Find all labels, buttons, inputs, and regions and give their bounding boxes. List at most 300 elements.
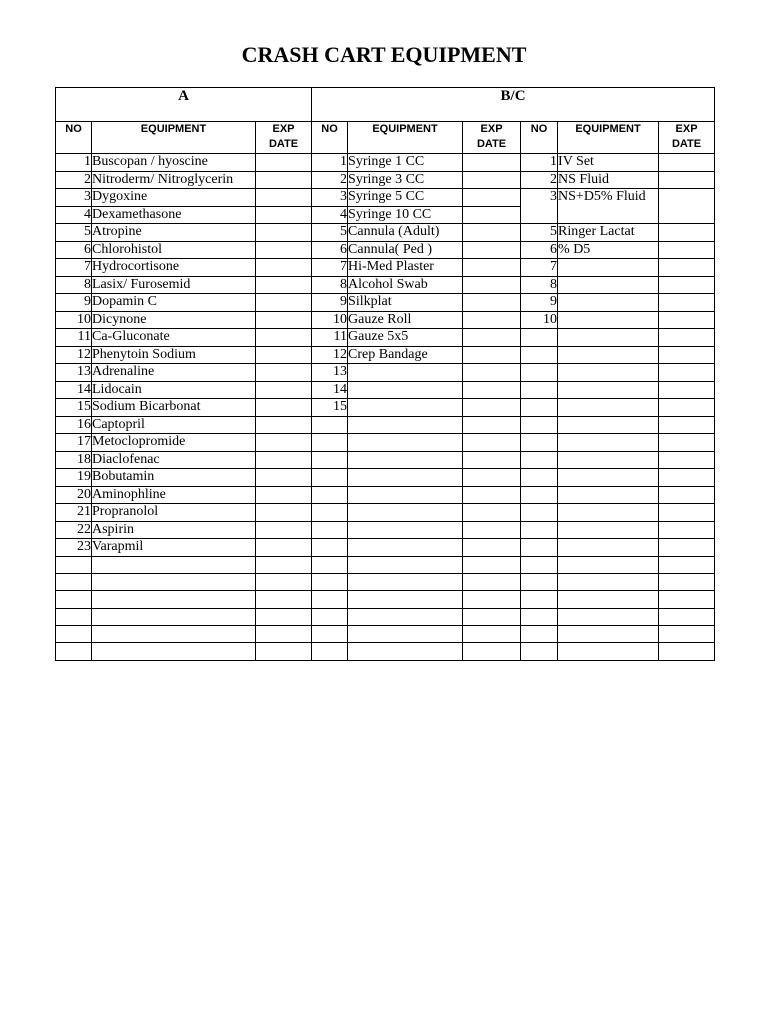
exp-date-cell-c bbox=[659, 486, 715, 504]
item-name-b bbox=[348, 381, 463, 399]
exp-date-cell-a bbox=[256, 608, 312, 625]
item-name-b bbox=[348, 451, 463, 469]
exp-date-cell-b bbox=[463, 521, 521, 539]
item-number-c: 2 bbox=[521, 171, 558, 189]
exp-date-cell-c bbox=[659, 364, 715, 382]
exp-date-cell-c bbox=[659, 294, 715, 312]
exp-date-cell-b bbox=[463, 451, 521, 469]
exp-date-cell-a bbox=[256, 486, 312, 504]
exp-date-cell-c bbox=[659, 399, 715, 417]
item-number-b: 12 bbox=[312, 346, 348, 364]
exp-date-cell-a bbox=[256, 434, 312, 452]
exp-date-cell-b bbox=[463, 276, 521, 294]
exp-date-cell-a bbox=[256, 276, 312, 294]
exp-date-cell-c bbox=[659, 434, 715, 452]
exp-date-cell-b bbox=[463, 416, 521, 434]
exp-date-cell-a bbox=[256, 556, 312, 573]
item-name-a bbox=[92, 626, 256, 643]
item-number-a: 4 bbox=[56, 206, 92, 224]
exp-date-cell-b bbox=[463, 241, 521, 259]
item-name-c bbox=[558, 416, 659, 434]
item-name-a bbox=[92, 556, 256, 573]
item-name-c bbox=[558, 346, 659, 364]
exp-date-cell-b bbox=[463, 434, 521, 452]
exp-date-cell-b bbox=[463, 608, 521, 625]
exp-date-cell-b bbox=[463, 364, 521, 382]
table-row bbox=[56, 364, 715, 382]
exp-date-cell-c bbox=[659, 241, 715, 259]
item-name-a: Atropine bbox=[92, 224, 256, 242]
item-number-a bbox=[56, 626, 92, 643]
table-row bbox=[56, 451, 715, 469]
item-number-b bbox=[312, 591, 348, 608]
item-number-b bbox=[312, 416, 348, 434]
item-name-c bbox=[558, 521, 659, 539]
exp-date-cell-a bbox=[256, 643, 312, 660]
item-name-b: Cannula (Adult) bbox=[348, 224, 463, 242]
exp-date-cell-c bbox=[659, 154, 715, 172]
item-name-a: Dexamethasone bbox=[92, 206, 256, 224]
column-header-exp-date-a bbox=[256, 122, 312, 154]
item-number-b bbox=[312, 643, 348, 660]
item-name-b bbox=[348, 486, 463, 504]
date-label: DATE bbox=[671, 138, 702, 150]
item-number-c bbox=[521, 608, 558, 625]
column-header-equipment-b: EQUIPMENT bbox=[348, 122, 463, 154]
exp-date-cell-a bbox=[256, 311, 312, 329]
column-header-row bbox=[56, 122, 715, 154]
item-name-b: Gauze 5x5 bbox=[348, 329, 463, 347]
item-number-c: 7 bbox=[521, 259, 558, 277]
item-name-a: Propranolol bbox=[92, 504, 256, 522]
item-number-c bbox=[521, 451, 558, 469]
table-row bbox=[56, 276, 715, 294]
item-name-a bbox=[92, 643, 256, 660]
item-number-b bbox=[312, 539, 348, 557]
item-number-a bbox=[56, 643, 92, 660]
exp-date-cell-a bbox=[256, 294, 312, 312]
item-name-a: Varapmil bbox=[92, 539, 256, 557]
item-name-a: Lasix/ Furosemid bbox=[92, 276, 256, 294]
exp-date-cell-b bbox=[463, 504, 521, 522]
item-number-b: 5 bbox=[312, 224, 348, 242]
exp-date-cell-c bbox=[659, 224, 715, 242]
item-name-a: Adrenaline bbox=[92, 364, 256, 382]
table-row bbox=[56, 573, 715, 590]
item-name-b bbox=[348, 626, 463, 643]
exp-date-cell-a bbox=[256, 241, 312, 259]
item-name-c bbox=[558, 451, 659, 469]
item-number-c: 10 bbox=[521, 311, 558, 329]
item-name-c bbox=[558, 381, 659, 399]
item-number-a: 17 bbox=[56, 434, 92, 452]
exp-date-cell-b bbox=[463, 626, 521, 643]
item-number-b: 1 bbox=[312, 154, 348, 172]
exp-date-cell-b bbox=[463, 381, 521, 399]
exp-date-cell-a bbox=[256, 416, 312, 434]
item-number-a: 7 bbox=[56, 259, 92, 277]
exp-date-cell-a bbox=[256, 573, 312, 590]
item-name-b: Hi-Med Plaster bbox=[348, 259, 463, 277]
exp-date-cell-c bbox=[659, 451, 715, 469]
column-header-exp-date-b bbox=[463, 122, 521, 154]
exp-date-cell-c bbox=[659, 311, 715, 329]
item-number-c: 5 bbox=[521, 224, 558, 242]
exp-date-cell-a bbox=[256, 171, 312, 189]
section-a-header: A bbox=[56, 88, 312, 122]
exp-label: EXP bbox=[272, 123, 295, 135]
item-name-a: Aspirin bbox=[92, 521, 256, 539]
item-number-a bbox=[56, 591, 92, 608]
item-name-b: Syringe 1 CC bbox=[348, 154, 463, 172]
exp-date-cell-c bbox=[659, 539, 715, 557]
column-header-exp-date-c bbox=[659, 122, 715, 154]
exp-date-cell-a bbox=[256, 469, 312, 487]
item-number-a: 14 bbox=[56, 381, 92, 399]
item-number-b bbox=[312, 626, 348, 643]
table-row bbox=[56, 329, 715, 347]
item-number-b: 7 bbox=[312, 259, 348, 277]
exp-label: EXP bbox=[675, 123, 698, 135]
item-name-a: Dicynone bbox=[92, 311, 256, 329]
exp-date-cell-a bbox=[256, 329, 312, 347]
item-name-b bbox=[348, 591, 463, 608]
exp-date-cell-c bbox=[659, 329, 715, 347]
item-name-b: Syringe 3 CC bbox=[348, 171, 463, 189]
table-row bbox=[56, 399, 715, 417]
item-number-c: 6 bbox=[521, 241, 558, 259]
item-number-c bbox=[521, 556, 558, 573]
item-number-c bbox=[521, 573, 558, 590]
item-name-a: Nitroderm/ Nitroglycerin bbox=[92, 171, 256, 189]
item-name-b bbox=[348, 364, 463, 382]
item-number-b bbox=[312, 434, 348, 452]
item-name-b bbox=[348, 608, 463, 625]
exp-date-cell-b bbox=[463, 556, 521, 573]
item-name-b bbox=[348, 573, 463, 590]
item-number-b bbox=[312, 469, 348, 487]
exp-date-cell-b bbox=[463, 399, 521, 417]
table-row bbox=[56, 469, 715, 487]
exp-date-cell-c bbox=[659, 573, 715, 590]
table-row bbox=[56, 643, 715, 660]
exp-date-cell-c bbox=[659, 259, 715, 277]
item-number-b bbox=[312, 451, 348, 469]
item-number-a bbox=[56, 608, 92, 625]
item-name-b: Syringe 10 CC bbox=[348, 206, 463, 224]
exp-date-cell-a bbox=[256, 154, 312, 172]
table-row bbox=[56, 626, 715, 643]
item-number-a: 15 bbox=[56, 399, 92, 417]
item-number-c bbox=[521, 381, 558, 399]
exp-date-cell-c bbox=[659, 381, 715, 399]
item-number-c bbox=[521, 416, 558, 434]
item-number-c bbox=[521, 399, 558, 417]
exp-date-cell-a bbox=[256, 451, 312, 469]
exp-date-cell-c bbox=[659, 189, 715, 224]
table-row bbox=[56, 311, 715, 329]
item-name-a bbox=[92, 608, 256, 625]
exp-date-cell-b bbox=[463, 224, 521, 242]
item-name-c bbox=[558, 469, 659, 487]
item-name-b bbox=[348, 399, 463, 417]
item-number-c bbox=[521, 643, 558, 660]
item-name-a: Metoclopromide bbox=[92, 434, 256, 452]
exp-date-cell-b bbox=[463, 311, 521, 329]
item-name-a: Buscopan / hyoscine bbox=[92, 154, 256, 172]
item-name-c bbox=[558, 364, 659, 382]
exp-date-cell-a bbox=[256, 224, 312, 242]
item-number-b: 6 bbox=[312, 241, 348, 259]
exp-date-cell-b bbox=[463, 486, 521, 504]
exp-date-cell-a bbox=[256, 381, 312, 399]
table-row bbox=[56, 521, 715, 539]
item-name-b: Gauze Roll bbox=[348, 311, 463, 329]
item-number-c bbox=[521, 539, 558, 557]
equipment-table bbox=[55, 87, 715, 661]
item-number-a: 10 bbox=[56, 311, 92, 329]
item-name-c bbox=[558, 434, 659, 452]
exp-date-cell-a bbox=[256, 259, 312, 277]
item-number-a: 3 bbox=[56, 189, 92, 207]
item-number-a bbox=[56, 573, 92, 590]
exp-date-cell-c bbox=[659, 346, 715, 364]
exp-date-cell-b bbox=[463, 171, 521, 189]
item-name-a: Dygoxine bbox=[92, 189, 256, 207]
item-number-b bbox=[312, 486, 348, 504]
item-name-c bbox=[558, 311, 659, 329]
table-row bbox=[56, 154, 715, 172]
exp-date-cell-b bbox=[463, 346, 521, 364]
item-name-a: Sodium Bicarbonat bbox=[92, 399, 256, 417]
item-number-b: 3 bbox=[312, 189, 348, 207]
item-number-c bbox=[521, 591, 558, 608]
item-name-c: NS Fluid bbox=[558, 171, 659, 189]
item-number-a: 21 bbox=[56, 504, 92, 522]
item-name-c bbox=[558, 556, 659, 573]
column-header-no-c: NO bbox=[521, 122, 558, 154]
item-number-c: 8 bbox=[521, 276, 558, 294]
item-number-c bbox=[521, 329, 558, 347]
table-row bbox=[56, 346, 715, 364]
item-name-a: Captopril bbox=[92, 416, 256, 434]
table-row bbox=[56, 171, 715, 189]
exp-label: EXP bbox=[480, 123, 503, 135]
table-row bbox=[56, 434, 715, 452]
table-row bbox=[56, 556, 715, 573]
exp-date-cell-a bbox=[256, 206, 312, 224]
item-name-c bbox=[558, 626, 659, 643]
item-name-b: Crep Bandage bbox=[348, 346, 463, 364]
exp-date-cell-a bbox=[256, 504, 312, 522]
item-name-c: NS+D5% Fluid bbox=[558, 189, 659, 224]
item-name-c bbox=[558, 259, 659, 277]
exp-date-cell-b bbox=[463, 294, 521, 312]
item-number-b bbox=[312, 521, 348, 539]
item-number-c bbox=[521, 486, 558, 504]
item-name-a: Dopamin C bbox=[92, 294, 256, 312]
item-number-a: 16 bbox=[56, 416, 92, 434]
item-name-c bbox=[558, 329, 659, 347]
item-number-c: 3 bbox=[521, 189, 558, 224]
item-number-a: 5 bbox=[56, 224, 92, 242]
item-name-a: Chlorohistol bbox=[92, 241, 256, 259]
item-name-a: Diaclofenac bbox=[92, 451, 256, 469]
item-name-c bbox=[558, 276, 659, 294]
exp-date-cell-b bbox=[463, 469, 521, 487]
item-number-b: 11 bbox=[312, 329, 348, 347]
item-number-c bbox=[521, 504, 558, 522]
column-header-no-a: NO bbox=[56, 122, 92, 154]
item-name-b bbox=[348, 504, 463, 522]
exp-date-cell-a bbox=[256, 189, 312, 207]
item-name-b bbox=[348, 643, 463, 660]
item-name-a: Aminophline bbox=[92, 486, 256, 504]
item-name-c: Ringer Lactat bbox=[558, 224, 659, 242]
item-name-b bbox=[348, 416, 463, 434]
item-number-a: 9 bbox=[56, 294, 92, 312]
exp-date-cell-c bbox=[659, 643, 715, 660]
item-name-a bbox=[92, 573, 256, 590]
exp-date-cell-a bbox=[256, 626, 312, 643]
item-number-a: 1 bbox=[56, 154, 92, 172]
item-number-c: 1 bbox=[521, 154, 558, 172]
item-number-c bbox=[521, 364, 558, 382]
item-name-a: Hydrocortisone bbox=[92, 259, 256, 277]
item-number-b: 8 bbox=[312, 276, 348, 294]
exp-date-cell-a bbox=[256, 591, 312, 608]
item-name-b: Cannula( Ped ) bbox=[348, 241, 463, 259]
item-number-b: 10 bbox=[312, 311, 348, 329]
table-row bbox=[56, 539, 715, 557]
exp-date-cell-b bbox=[463, 573, 521, 590]
item-name-c bbox=[558, 591, 659, 608]
item-number-a: 11 bbox=[56, 329, 92, 347]
item-number-c bbox=[521, 626, 558, 643]
table-row bbox=[56, 416, 715, 434]
item-name-a bbox=[92, 591, 256, 608]
exp-date-cell-b bbox=[463, 539, 521, 557]
item-name-c bbox=[558, 486, 659, 504]
table-row bbox=[56, 241, 715, 259]
item-name-b bbox=[348, 556, 463, 573]
table-row bbox=[56, 224, 715, 242]
column-header-equipment-c: EQUIPMENT bbox=[558, 122, 659, 154]
exp-date-cell-b bbox=[463, 329, 521, 347]
exp-date-cell-c bbox=[659, 469, 715, 487]
table-row bbox=[56, 486, 715, 504]
exp-date-cell-b bbox=[463, 643, 521, 660]
date-label: DATE bbox=[268, 138, 299, 150]
item-name-b: Silkplat bbox=[348, 294, 463, 312]
table-row bbox=[56, 608, 715, 625]
exp-date-cell-b bbox=[463, 259, 521, 277]
exp-date-cell-c bbox=[659, 171, 715, 189]
item-name-b bbox=[348, 521, 463, 539]
item-name-b bbox=[348, 539, 463, 557]
item-number-a: 13 bbox=[56, 364, 92, 382]
item-number-c bbox=[521, 346, 558, 364]
exp-date-cell-c bbox=[659, 608, 715, 625]
item-name-b bbox=[348, 469, 463, 487]
exp-date-cell-b bbox=[463, 206, 521, 224]
item-number-b bbox=[312, 608, 348, 625]
exp-date-cell-a bbox=[256, 399, 312, 417]
table-row bbox=[56, 259, 715, 277]
item-number-a: 22 bbox=[56, 521, 92, 539]
exp-date-cell-a bbox=[256, 346, 312, 364]
item-number-a: 20 bbox=[56, 486, 92, 504]
item-number-a: 19 bbox=[56, 469, 92, 487]
item-number-b: 14 bbox=[312, 381, 348, 399]
item-number-b bbox=[312, 504, 348, 522]
table-row bbox=[56, 381, 715, 399]
table-row bbox=[56, 294, 715, 312]
item-number-b bbox=[312, 556, 348, 573]
exp-date-cell-b bbox=[463, 189, 521, 207]
item-number-b bbox=[312, 573, 348, 590]
item-name-c bbox=[558, 504, 659, 522]
item-name-b: Alcohol Swab bbox=[348, 276, 463, 294]
exp-date-cell-c bbox=[659, 276, 715, 294]
item-number-b: 9 bbox=[312, 294, 348, 312]
exp-date-cell-a bbox=[256, 364, 312, 382]
exp-date-cell-c bbox=[659, 591, 715, 608]
item-name-a: Lidocain bbox=[92, 381, 256, 399]
exp-date-cell-c bbox=[659, 626, 715, 643]
exp-date-cell-c bbox=[659, 556, 715, 573]
item-number-a: 6 bbox=[56, 241, 92, 259]
item-number-a: 18 bbox=[56, 451, 92, 469]
item-number-a: 2 bbox=[56, 171, 92, 189]
item-name-c: % D5 bbox=[558, 241, 659, 259]
item-number-b: 13 bbox=[312, 364, 348, 382]
item-name-c bbox=[558, 539, 659, 557]
item-name-b: Syringe 5 CC bbox=[348, 189, 463, 207]
item-number-b: 2 bbox=[312, 171, 348, 189]
item-number-a: 23 bbox=[56, 539, 92, 557]
item-number-c bbox=[521, 521, 558, 539]
page-title: CRASH CART EQUIPMENT bbox=[241, 42, 527, 67]
date-label: DATE bbox=[476, 138, 507, 150]
item-name-c: IV Set bbox=[558, 154, 659, 172]
section-bc-header: B/C bbox=[312, 88, 715, 122]
exp-date-cell-c bbox=[659, 521, 715, 539]
exp-date-cell-b bbox=[463, 591, 521, 608]
item-number-c bbox=[521, 469, 558, 487]
item-number-a bbox=[56, 556, 92, 573]
item-name-c bbox=[558, 573, 659, 590]
exp-date-cell-b bbox=[463, 154, 521, 172]
item-number-b: 4 bbox=[312, 206, 348, 224]
item-name-a: Ca-Gluconate bbox=[92, 329, 256, 347]
exp-date-cell-c bbox=[659, 416, 715, 434]
exp-date-cell-a bbox=[256, 521, 312, 539]
item-number-c: 9 bbox=[521, 294, 558, 312]
item-number-c bbox=[521, 434, 558, 452]
item-number-b: 15 bbox=[312, 399, 348, 417]
exp-date-cell-a bbox=[256, 539, 312, 557]
item-name-c bbox=[558, 608, 659, 625]
item-name-c bbox=[558, 399, 659, 417]
table-row bbox=[56, 591, 715, 608]
column-header-no-b: NO bbox=[312, 122, 348, 154]
item-name-a: Phenytoin Sodium bbox=[92, 346, 256, 364]
item-name-c bbox=[558, 643, 659, 660]
column-header-equipment-a: EQUIPMENT bbox=[92, 122, 256, 154]
table-row bbox=[56, 189, 715, 207]
item-name-c bbox=[558, 294, 659, 312]
